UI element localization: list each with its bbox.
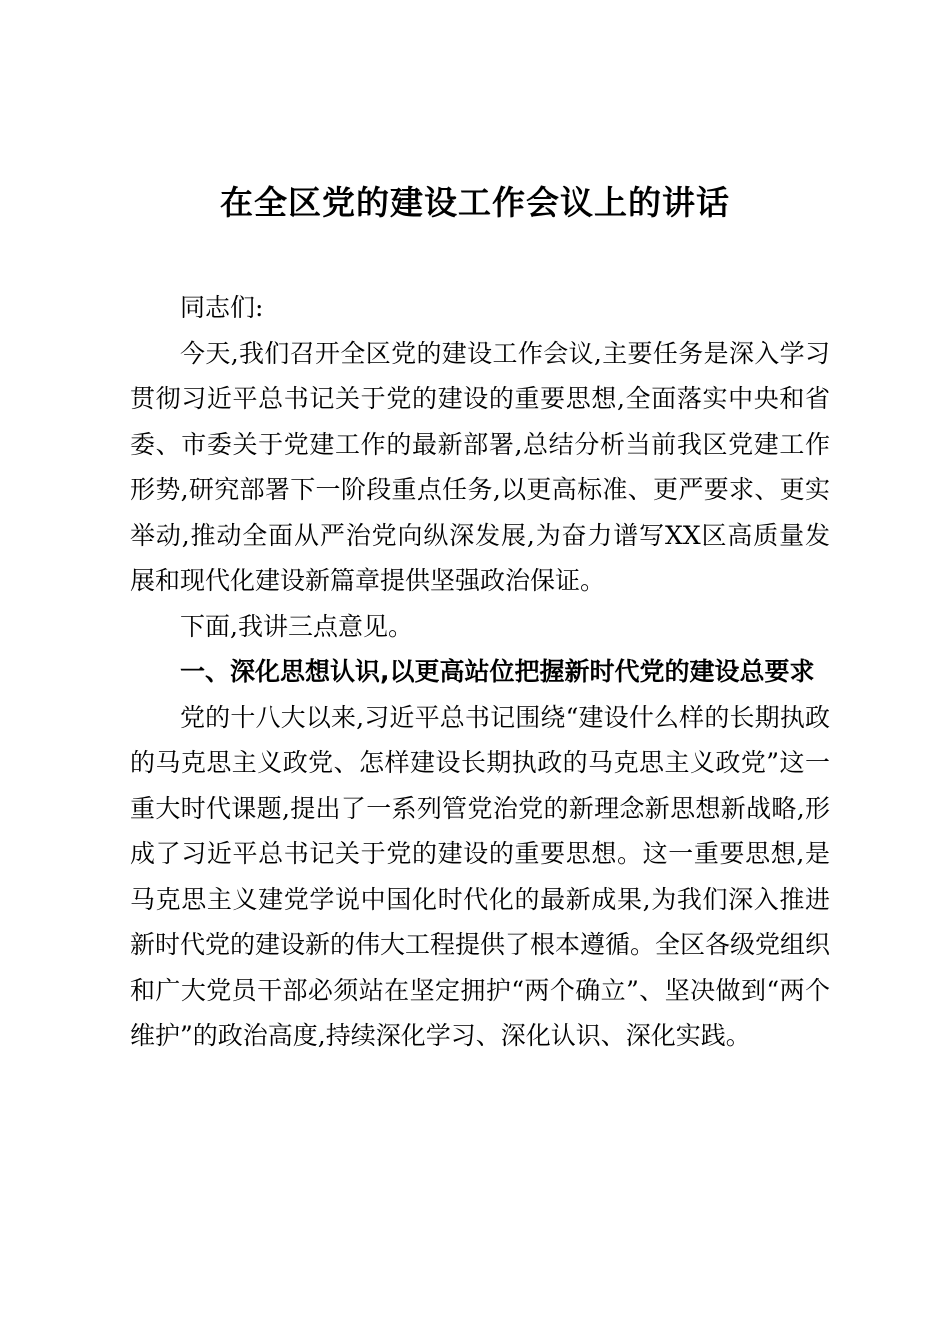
salutation: 同志们: xyxy=(180,293,264,322)
intro-paragraph: 今天,我们召开全区党的建设工作会议,主要任务是深入学习贯彻习近平总书记关于党的建设的重要思想,全面落实中央和省委、市委关于党建工作的最新部署,总结分析当前我区党建工作形势,研究部署下一阶段重点任务,以更高标准、更严要求、更实举动,推动全面从严治党向纵深发展,为奋力谱写XX区高质量发展和现代化建设新篇章提供坚强政治保证。 xyxy=(130,338,830,595)
section-1-paragraph: 党的十八大以来,习近平总书记围绕“建设什么样的长期执政的马克思主义政党、怎样建设长期执政的马克思主义政党”这一重大时代课题,提出了一系列管党治党的新理念新思想新战略,形成了习近平总书记关于党的建设的重要思想。这一重要思想,是马克思主义建党学说中国化时代化的最新成果,为我们深入推进新时代党的建设新的伟大工程提供了根本遵循。全区各级党组织和广大党员干部必须站在坚定拥护“两个确立”、坚决做到“两个维护”的政治高度,持续深化学习、深化认识、深化实践。 xyxy=(130,702,831,1050)
document-body xyxy=(130,285,830,1059)
transition-sentence: 下面,我讲三点意见。 xyxy=(180,611,413,641)
section-1-heading: 一、深化思想认识,以更高站位把握新时代党的建设总要求 xyxy=(180,657,815,686)
document-title: 在全区党的建设工作会议上的讲话 xyxy=(220,183,730,222)
